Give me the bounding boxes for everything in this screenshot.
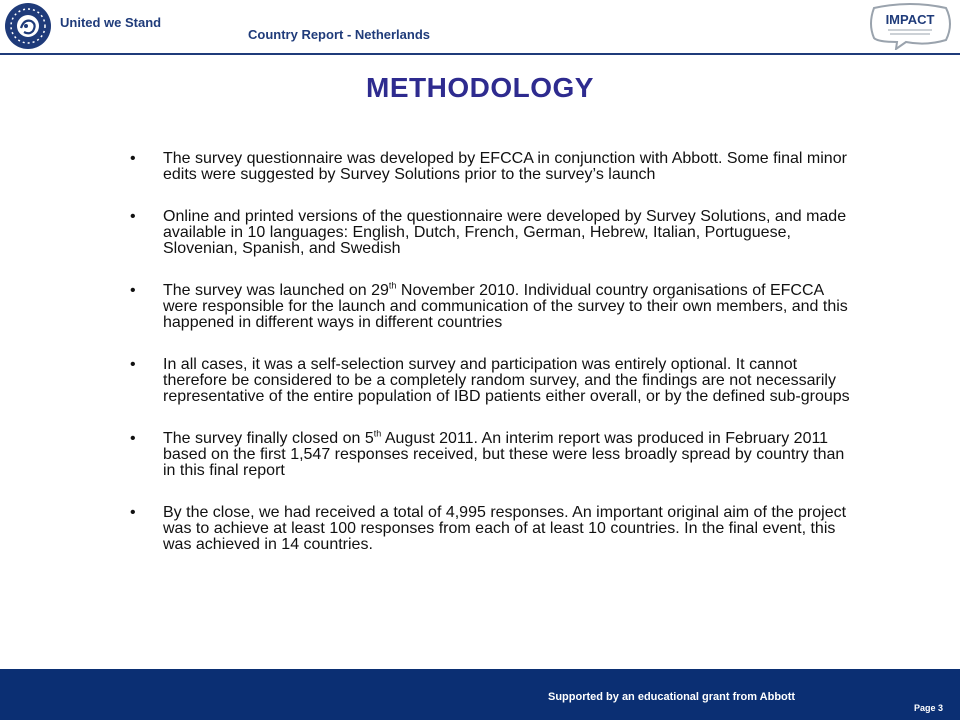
footer-sponsor-text: Supported by an educational grant from Abbott xyxy=(548,691,796,703)
bullet-text xyxy=(163,282,848,331)
bullet-text: Online and printed versions of the questionnaire were developed by Survey Solutions, and made available in 10 languages: English, Dutch, French, German, Hebrew, Italian, Portuguese, Slovenian, Spanish, and Swedish xyxy=(163,208,847,257)
bullet-item xyxy=(130,209,850,257)
page-number: Page 3 xyxy=(914,703,944,713)
bullet-marker: • xyxy=(130,282,136,299)
bullet-item xyxy=(130,428,850,479)
bullet-marker: • xyxy=(130,430,136,447)
bullet-text: By the close, we had received a total of 4,995 responses. An important original aim of the project was to achieve at least 100 responses from each of at least 10 countries. In the final event, this was achieved in 14 countries. xyxy=(163,504,847,553)
impact-logo-text: IMPACT xyxy=(885,12,935,27)
header-divider xyxy=(0,53,960,55)
org-name: United we Stand xyxy=(60,15,162,30)
bullet-marker: • xyxy=(130,504,136,521)
bullet-text-start: The survey was launched on 29 xyxy=(163,282,389,299)
ordinal-suffix: th xyxy=(373,428,382,439)
bullet-marker: • xyxy=(130,208,136,225)
bullet-marker: • xyxy=(130,356,136,373)
bullet-marker: • xyxy=(130,150,136,167)
bullet-text: The survey questionnaire was developed by EFCCA in conjunction with Abbott. Some final minor edits were suggested by Survey Solutions prior to the survey’s launch xyxy=(163,150,847,183)
bullet-text: In all cases, it was a self-selection survey and participation was entirely optional. It cannot therefore be considered to be a completely random survey, and the findings are not necessarily representative of the entire population of IBD patients either overall, or by the defined sub-groups xyxy=(163,356,850,405)
bullet-text xyxy=(163,430,844,479)
bullet-item xyxy=(130,151,850,183)
bullet-item xyxy=(130,505,850,553)
bullet-item xyxy=(130,280,850,331)
impact-logo-icon xyxy=(866,2,954,50)
bullet-text-end: November 2010. Individual country organisations of EFCCA were responsible for the launch and communication of the survey to their own members, and this happened in different ways in different countries xyxy=(163,282,848,331)
bullet-text-end: August 2011. An interim report was produced in February 2011 based on the first 1,547 responses received, but these were less broadly spread by country than in this final report xyxy=(163,430,845,479)
ordinal-suffix: th xyxy=(388,280,397,291)
slide-header xyxy=(0,0,960,58)
efcca-logo-icon xyxy=(4,2,52,50)
page-title: METHODOLOGY xyxy=(366,72,594,103)
report-title: Country Report - Netherlands xyxy=(248,27,431,42)
footer-bar xyxy=(0,669,960,720)
bullet-text-start: The survey finally closed on 5 xyxy=(163,430,374,447)
bullet-item xyxy=(130,357,850,405)
bullet-list xyxy=(130,151,850,579)
